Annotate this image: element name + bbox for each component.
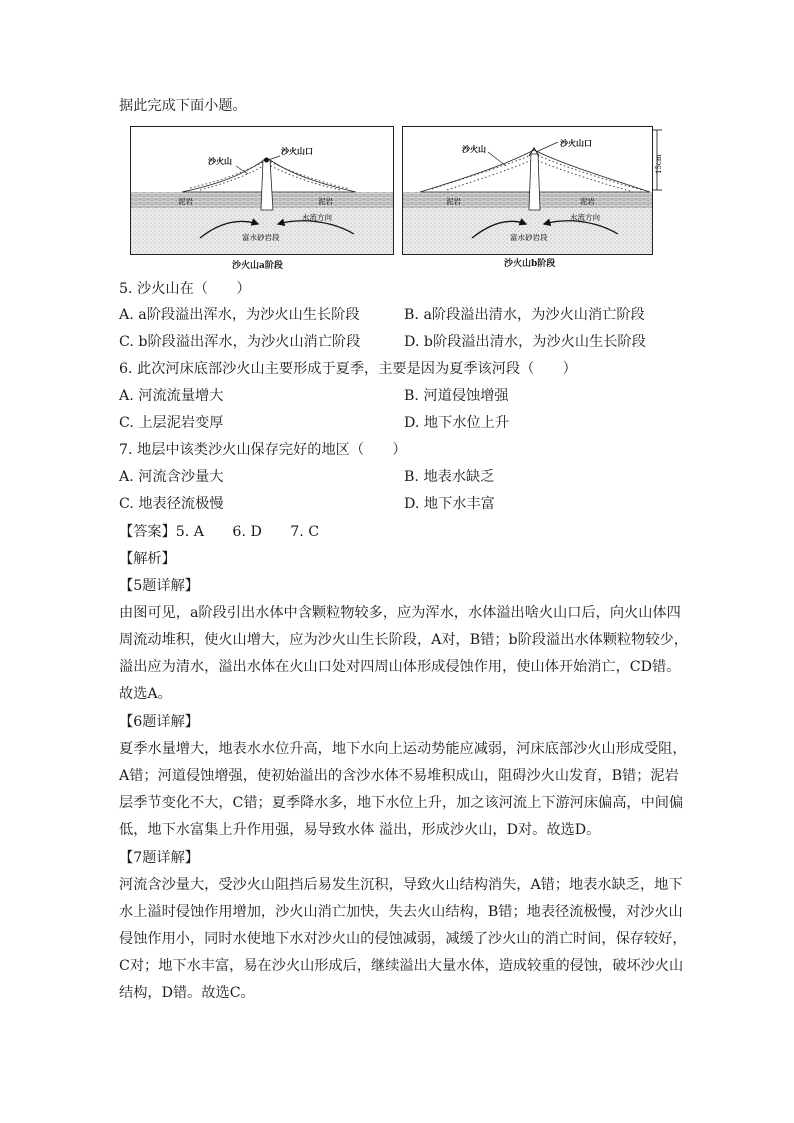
q5-line-1: 由图可见，a阶段引出水体中含颗粒物较多，应为浑水，水体溢出啥火山口后，向火山体四 bbox=[119, 605, 681, 621]
q5-heading: 【5题详解】 bbox=[119, 578, 199, 594]
analysis-heading: 【解析】 bbox=[119, 551, 176, 567]
q6-heading: 【6题详解】 bbox=[119, 714, 199, 730]
question-7-option-b: B. 地表水缺乏 bbox=[404, 469, 495, 485]
q5-line-2: 周流动堆积，使火山增大，应为沙火山生长阶段，A对，B错；b阶段溢出水体颗粒物较少， bbox=[119, 632, 688, 648]
q7-heading: 【7题详解】 bbox=[119, 850, 199, 866]
question-6-stem: 6. 此次河床底部沙火山主要形成于夏季，主要是因为夏季该河段（ ） bbox=[119, 361, 577, 377]
aquifer-layer bbox=[403, 208, 652, 254]
label-crater: 沙火山口 bbox=[281, 146, 313, 156]
question-7-option-a: A. 河流含沙量大 bbox=[119, 469, 224, 485]
label-flow-direction: 水流方向 bbox=[302, 213, 332, 222]
figure-b-caption: 沙火山b阶段 bbox=[504, 259, 556, 269]
label-volcano: 沙火山 bbox=[208, 156, 232, 166]
intro-text: 据此完成下面小题。 bbox=[119, 98, 247, 114]
figure-stage-a bbox=[130, 126, 394, 268]
question-6-option-c: C. 上层泥岩变厚 bbox=[119, 415, 224, 431]
question-6-option-b: B. 河道侵蚀增强 bbox=[404, 388, 509, 404]
q6-line-2: A错；河道侵蚀增强，使初始溢出的含沙水体不易堆积成山，阻碍沙火山发育，B错；泥岩 bbox=[119, 768, 679, 784]
label-aquifer: 富水砂岩段 bbox=[242, 233, 280, 242]
question-7-option-d: D. 地下水丰富 bbox=[404, 496, 495, 512]
q6-line-3: 层季节变化不大，C错；夏季降水多，地下水位上升，加之该河流上下游河床偏高，中间偏 bbox=[119, 795, 684, 811]
label-flow-direction: 水流方向 bbox=[570, 213, 600, 222]
label-crater: 沙火山口 bbox=[560, 138, 592, 148]
q7-line-2: 水上溢时侵蚀作用增加，沙火山消亡加快，失去火山结构，B错；地表径流极慢，对沙火山 bbox=[119, 904, 683, 920]
figure-stage-b bbox=[402, 126, 668, 268]
question-5-option-b: B. a阶段溢出清水，为沙火山消亡阶段 bbox=[404, 307, 645, 323]
conduit bbox=[529, 154, 540, 210]
label-mudstone-left: 泥岩 bbox=[178, 197, 193, 206]
q6-line-1: 夏季水量增大，地表水水位升高，地下水向上运动势能应减弱，河床底部沙火山形成受阻， bbox=[119, 741, 687, 757]
q7-line-5: 结构，D错。故选C。 bbox=[119, 985, 255, 1001]
question-5-option-d: D. b阶段溢出清水，为沙火山生长阶段 bbox=[404, 334, 646, 350]
question-7-option-c: C. 地表径流极慢 bbox=[119, 496, 224, 512]
question-5-option-a: A. a阶段溢出浑水，为沙火山生长阶段 bbox=[119, 307, 360, 323]
label-aquifer: 富水砂岩段 bbox=[510, 233, 548, 242]
stage-a-diagram bbox=[130, 126, 394, 268]
aquifer-layer bbox=[131, 208, 393, 254]
question-7-stem: 7. 地层中该类沙火山保存完好的地区（ ） bbox=[119, 442, 407, 458]
figure-a-caption: 沙火山a阶段 bbox=[232, 261, 283, 271]
label-volcano: 沙火山 bbox=[462, 144, 486, 154]
q5-line-4: 故选A。 bbox=[119, 686, 172, 702]
mudstone-layer bbox=[403, 192, 652, 208]
label-mudstone-left: 泥岩 bbox=[446, 197, 461, 206]
label-mudstone-right: 泥岩 bbox=[580, 197, 595, 206]
q6-line-4: 低，地下水富集上升作用强，易导致水体 溢出，形成沙火山，D对。故选D。 bbox=[119, 822, 601, 838]
q5-line-3: 溢出应为清水，溢出水体在火山口处对四周山体形成侵蚀作用，使山体开始消亡，CD错。 bbox=[119, 659, 681, 675]
q7-line-3: 侵蚀作用小，同时水使地下水对沙火山的侵蚀减弱，减缓了沙火山的消亡时间，保存较好， bbox=[119, 931, 687, 947]
question-5-option-c: C. b阶段溢出浑水，为沙火山消亡阶段 bbox=[119, 334, 361, 350]
question-6-option-a: A. 河流流量增大 bbox=[119, 388, 224, 404]
label-mudstone-right: 泥岩 bbox=[318, 197, 333, 206]
question-6-option-d: D. 地下水位上升 bbox=[404, 415, 510, 431]
label-height: 15cm bbox=[655, 154, 663, 174]
question-5-stem: 5. 沙火山在（ ） bbox=[119, 281, 251, 297]
stage-b-diagram bbox=[402, 126, 668, 268]
q7-line-4: C对；地下水丰富，易在沙火山形成后，继续溢出大量水体，造成较重的侵蚀，破坏沙火山 bbox=[119, 958, 684, 974]
q7-line-1: 河流含沙量大，受沙火山阻挡后易发生沉积，导致火山结构消失，A错；地表水缺乏，地下 bbox=[119, 877, 683, 893]
answer-line: 【答案】5. A 6. D 7. C bbox=[119, 524, 320, 540]
